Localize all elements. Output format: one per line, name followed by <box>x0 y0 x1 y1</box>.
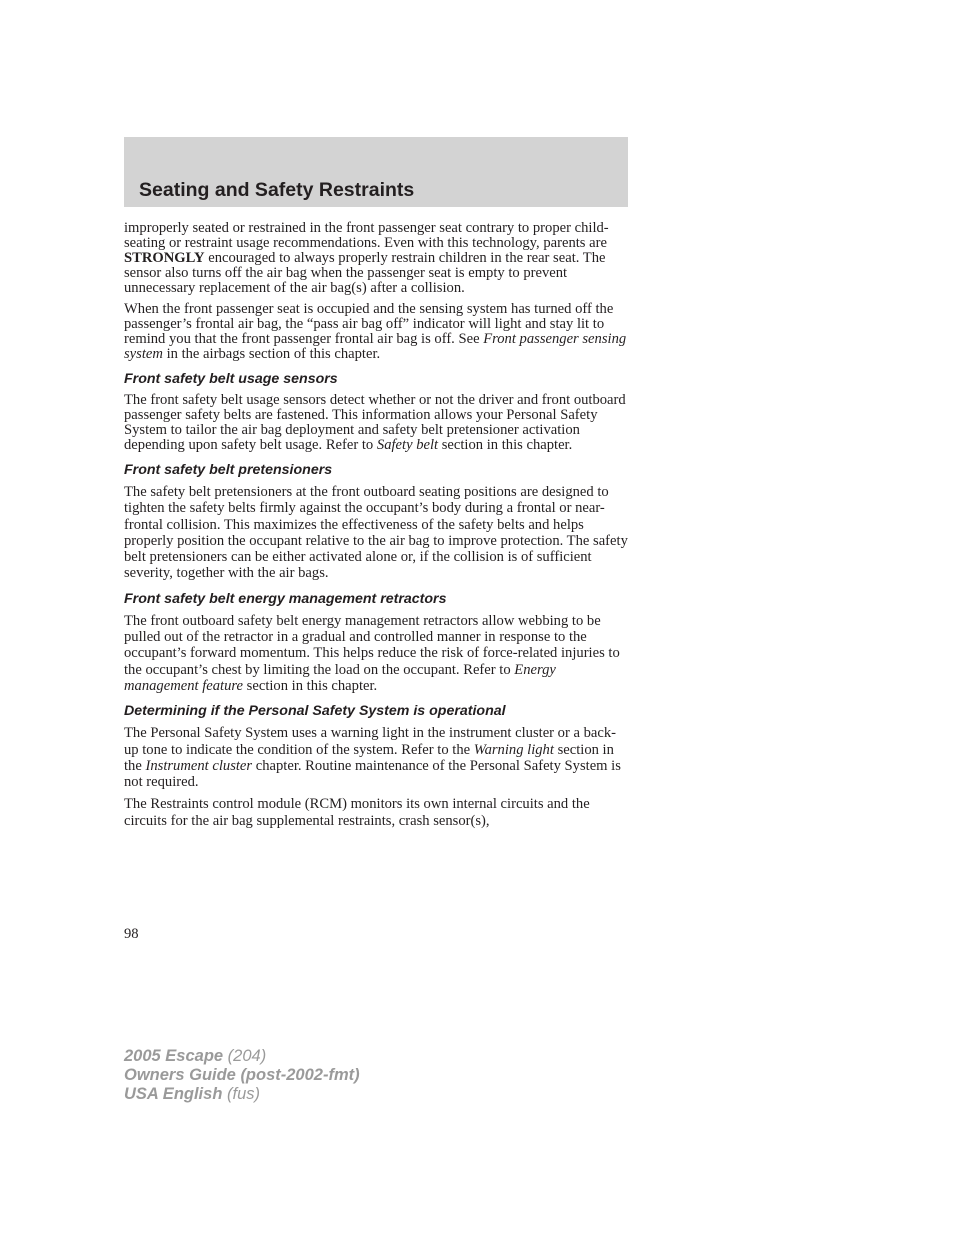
cross-reference: Front passenger sensing system <box>124 331 627 362</box>
chapter-header-band <box>124 137 628 207</box>
section-body-pretensioners: The safety belt pretensioners at the front outboard seating positions are designed to tighten the safety belts firmly against the occupant’s body during a frontal or near-frontal collision. This maximizes the effectiveness of the safety belts and helps properly position the occupant relative to the air bag to improve protection. The safety belt pretensioners can be either activated alone or, if the collision is of sufficient severity, together with the air bags. <box>124 484 628 582</box>
cross-reference: Energy management feature <box>124 661 556 694</box>
section-body-usage-sensors: The front safety belt usage sensors detect whether or not the driver and front outboard passenger safety belts are fastened. This information allows your Personal Safety System to tailor the air bag deployment and safety belt pretensioner activation depending upon safety belt usage. Refer to Safety belt section in this chapter. <box>124 392 626 453</box>
footer-line-language: USA English (fus) <box>124 1085 260 1103</box>
document-footer <box>124 1047 360 1104</box>
section-heading-operational: Determining if the Personal Safety System is operational <box>124 703 506 720</box>
cross-reference: Instrument cluster <box>145 757 253 774</box>
page-body <box>124 221 630 835</box>
paragraph-pass-air-bag-off: When the front passenger seat is occupied and the sensing system has turned off the passenger’s frontal air bag, the “pass air bag off” indicator will light and stay lit to remind you that the front passenger frontal air bag is off. See Front passenger sensing system in the airbags section of this chapter. <box>124 301 627 362</box>
section-heading-energy-management: Front safety belt energy management retractors <box>124 590 447 607</box>
paragraph-intro: improperly seated or restrained in the front passenger seat contrary to proper child-seating or restraint usage recommendations. Even with this technology, parents are STRONGLY encouraged to always properly restrain children in the rear seat. The sensor also turns off the air bag when the passenger seat is empty to prevent unnecessary replacement of the air bag(s) after a collision. <box>124 220 609 296</box>
cross-reference: Safety belt <box>376 437 439 453</box>
emphasis-strongly: STRONGLY <box>124 250 205 266</box>
footer-line-guide: Owners Guide (post-2002-fmt) <box>124 1066 360 1084</box>
cross-reference: Warning light <box>473 741 554 758</box>
section-heading-pretensioners: Front safety belt pretensioners <box>124 462 333 478</box>
section-body-operational: The Personal Safety System uses a warning light in the instrument cluster or a back-up tone to indicate the condition of the system. Refer to the Warning light section in the Instrument cluster chapter. Routine maintenance of the Personal Safety System is not required. <box>124 725 621 791</box>
section-heading-usage-sensors: Front safety belt usage sensors <box>124 371 338 387</box>
footer-line-model: 2005 Escape (204) <box>124 1047 267 1065</box>
section-body-energy-management: The front outboard safety belt energy management retractors allow webbing to be pulled out of the retractor in a gradual and controlled manner in response to the occupant’s forward momentum. This helps reduce the risk of force-related injuries to the occupant’s chest by limiting the load on the occupant. Refer to Energy management feature section in this chapter. <box>124 612 620 694</box>
page-number: 98 <box>124 926 139 942</box>
section-body-rcm: The Restraints control module (RCM) monitors its own internal circuits and the circuits for the air bag supplemental restraints, crash sensor(s), <box>124 796 590 829</box>
chapter-title: Seating and Safety Restraints <box>139 179 415 201</box>
